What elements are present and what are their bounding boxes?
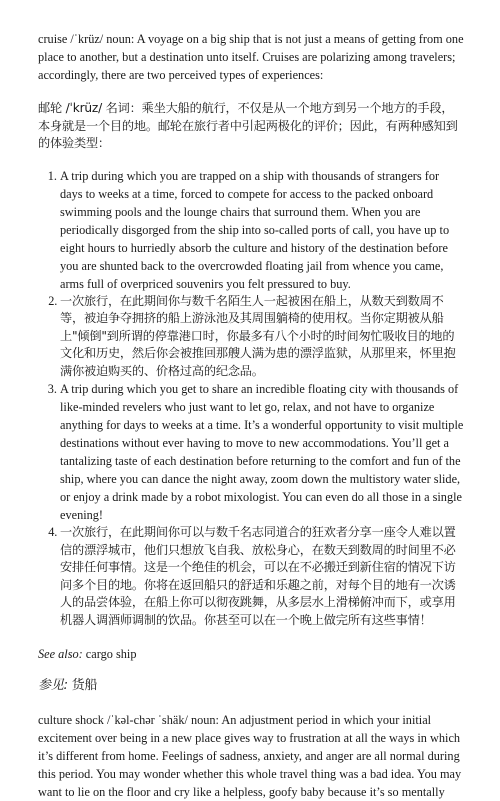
see-also-en xyxy=(38,645,464,663)
experience-types-list xyxy=(38,167,464,630)
list-item: 1. A trip during which you are trapped on a ship with thousands of strangers for days to weeks at a time, forced to compete for access to the packed onboard swimming pools and the lounge chairs that surround them. When you are periodically disgorged from the ship into so-called ports of call, you have up to eight hours to hurriedly absorb the culture and history of the destination before you are shunted back to the overcrowded floating jail from whence you came, arms full of overpriced souvenirs you felt pressured to buy. xyxy=(60,167,464,293)
cruise-definition-zh: 邮轮 /ˈkrüz/ 名词：乘坐大船的航行，不仅是从一个地方到另一个地方的手段，本身就是一个目的地。邮轮在旅行者中引起两极化的评价；因此，有两种感知到的体验类型： xyxy=(38,101,458,150)
cruise-definition-en: cruise /ˈkrüz/ noun: A voyage on a big ship that is not just a means of getting from one place to another, but a destination unto itself. Cruises are polarizing among travelers; accordingly, there are two perceived types of experiences: xyxy=(38,32,464,82)
see-also-zh xyxy=(38,677,464,695)
see-also-label: See also: xyxy=(38,647,83,661)
list-item: 4. 一次旅行，在此期间你可以与数千名志同道合的狂欢者分享一座令人难以置信的漂浮城市，他们只想放飞自我、放松身心，在数天到数周的时间里不必安排任何事情。这是一个绝佳的机会，可以在不必搬迁到新住宿的情况下访问多个目的地。你将在返回船只的舒适和乐趣之前，对每个目的地有一次诱人的品尝体验，在船上你可以彻夜跳舞，从多层水上滑梯俯冲而下，或享用机器人调酒师调制的饮品。你甚至可以在一个晚上做完所有这些事情！ xyxy=(60,524,464,629)
list-item: 2. 一次旅行，在此期间你与数千名陌生人一起被困在船上，从数天到数周不等，被迫争夺拥挤的船上游泳池及其周围躺椅的使用权。当你定期被从船上"倾倒"到所谓的停靠港口时，你最多有八个小时的时间匆忙吸收目的地的文化和历史，然后你会被推回那艘人满为患的漂浮监狱，从那里来，怀里抱满你被迫购买的、价格过高的纪念品。 xyxy=(60,293,464,381)
culture-shock-definition-en: culture shock /ˈkəl-chər ˈshäk/ noun: An adjustment period in which your initial excitement over being in a new place gives way to frustration at all the ways in which it’s different from home. Feelings of sadness, anxiety, and anger are all normal during this period. You may wonder whether this whole travel thing was a bad idea. You may want to lie on the floor and cry like a helpless, goofy baby because it’s so mentally xyxy=(38,712,462,799)
list-item: 3. A trip during which you get to share an incredible floating city with thousands of like-minded revelers who just want to let go, relax, and not have to organize anything for days to weeks at a time. It’s a wonderful opportunity to visit multiple destinations without ever having to move to new accommodations. You’ll get a tantalizing taste of each destination before returning to the comfort and fun of the ship, where you can dance the night away, zoom down the multistory water slide, or enjoy a drink made by a robot mixologist. You can even do all those in a single evening! xyxy=(60,380,464,524)
see-also-label-zh: 参见: xyxy=(38,678,68,693)
see-also-value: cargo ship xyxy=(82,647,137,661)
see-also-value-zh: 货船 xyxy=(67,678,98,693)
